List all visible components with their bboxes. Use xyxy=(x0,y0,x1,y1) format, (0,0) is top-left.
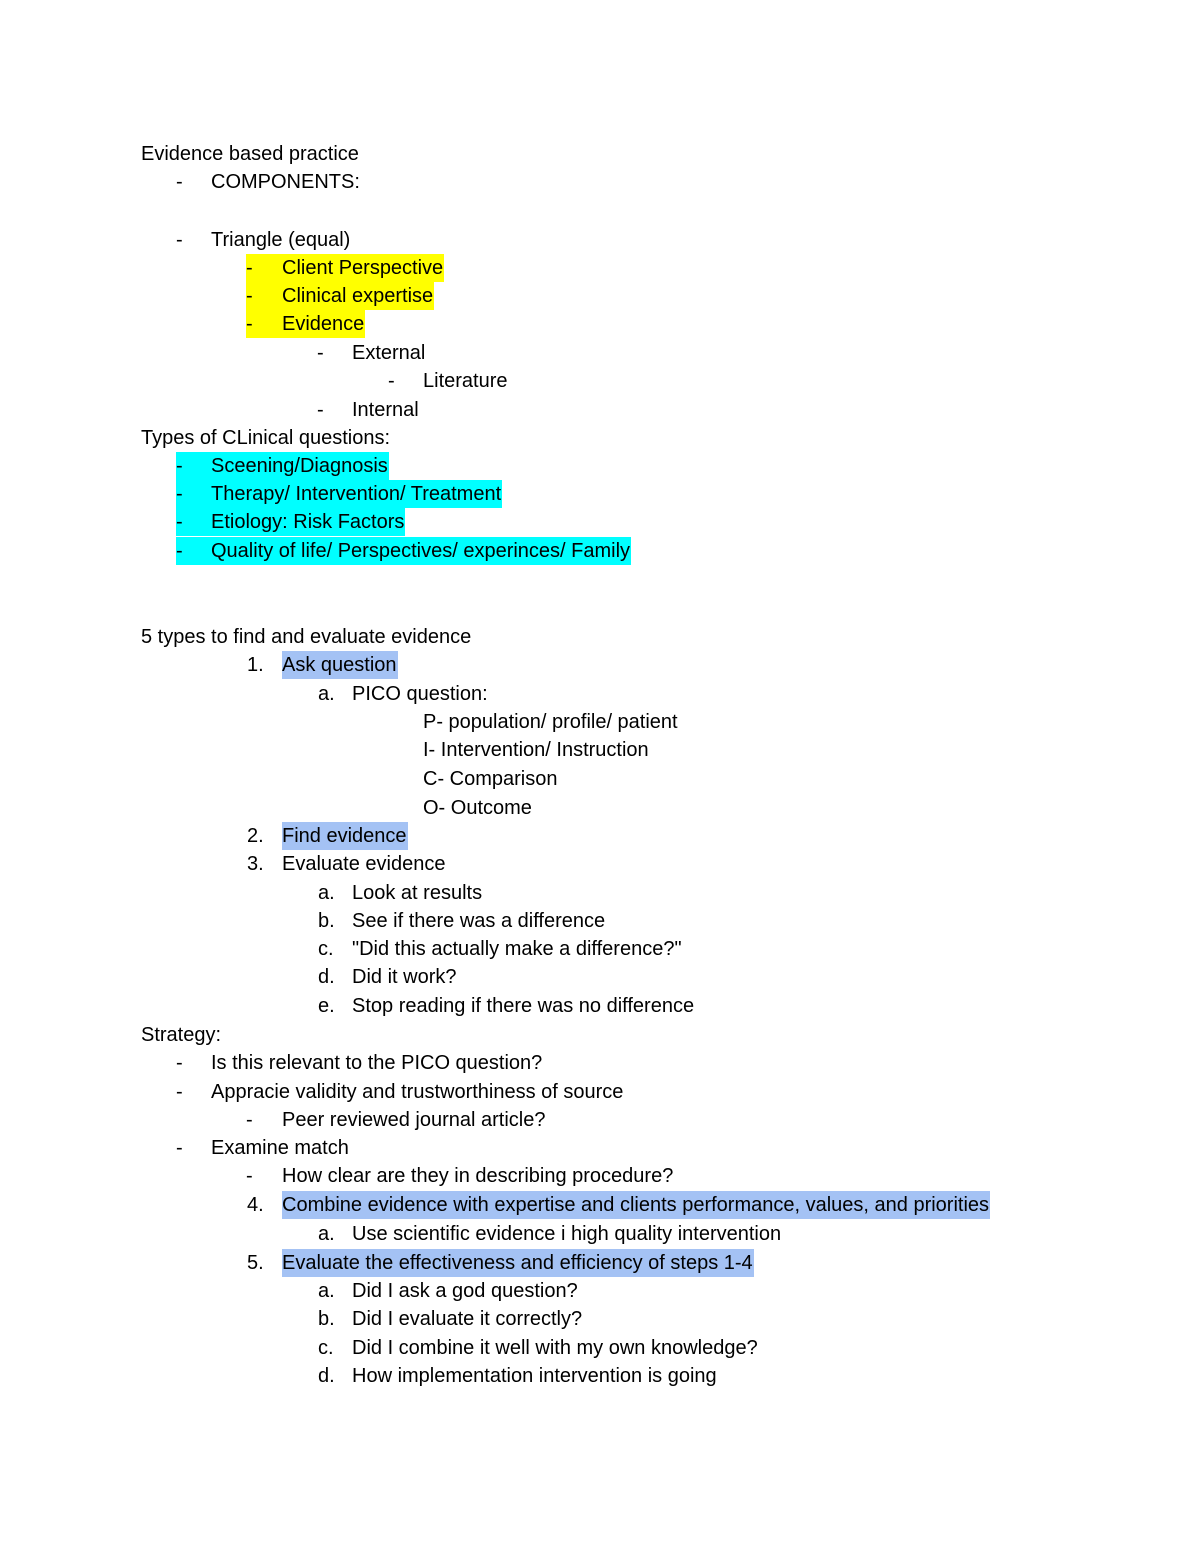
triangle-client-perspective: - Client Perspective xyxy=(0,254,600,282)
pico-question: a. PICO question: xyxy=(0,680,800,708)
sub-marker: a. xyxy=(318,882,335,904)
step-number: 4. xyxy=(247,1194,264,1216)
step-3-sub: b. See if there was a difference xyxy=(0,907,800,935)
step-5 xyxy=(0,1249,900,1277)
bullet: - xyxy=(246,282,253,310)
sub-marker: c. xyxy=(318,938,334,960)
strategy-item: - Examine match xyxy=(0,1134,800,1162)
components-label: COMPONENTS: xyxy=(211,171,360,193)
step-label: Find evidence xyxy=(282,822,408,850)
sub-marker: d. xyxy=(318,1365,335,1387)
step-5-sub: d. How implementation intervention is going xyxy=(0,1362,900,1390)
sub-marker: d. xyxy=(318,966,335,988)
step-5-sub: b. Did I evaluate it correctly? xyxy=(0,1305,900,1333)
bullet: - xyxy=(176,508,183,536)
bullet: - xyxy=(176,1081,183,1103)
sub-marker: b. xyxy=(318,910,335,932)
step-3-sub: c. "Did this actually make a difference?" xyxy=(0,935,800,963)
bullet: - xyxy=(246,254,253,282)
step-3-sub: d. Did it work? xyxy=(0,963,800,991)
strategy-sub-item: - How clear are they in describing procedure? xyxy=(0,1162,800,1190)
bullet: - xyxy=(176,171,183,193)
bullet: - xyxy=(246,1165,253,1187)
components-item xyxy=(0,168,600,196)
step-label: Combine evidence with expertise and clients performance, values, and priorities xyxy=(282,1191,990,1219)
step-4 xyxy=(0,1191,1100,1219)
question-type-item: - Quality of life/ Perspectives/ experinces/ Family xyxy=(0,537,800,565)
strategy-item: - Appracie validity and trustworthiness of source xyxy=(0,1078,800,1106)
bullet: - xyxy=(388,370,395,392)
step-2 xyxy=(0,822,800,850)
triangle-clinical-expertise: - Clinical expertise xyxy=(0,282,600,310)
document-page: Evidence based practice - COMPONENTS: - Triangle (equal) - Client Perspective - Clinical expertise - Evidence - External - Literature - Internal Types of CLinical questions: - Sceening/Diagnosis - Therapy/ Intervention/ Treatment - Etiology: Risk Factors - Quality of life/ Perspectives/ experinces/ Family 5 types to find and evaluate evidence 1. Ask question a. PICO question: P- population/ profile/ patient I- Intervention/ Instruction C- Comparison O- Outcome 2. Find evidence 3. Evaluate evidence a. Look at results b. See if there was a difference c. "Did this actually make a difference?" d. Did it work? e. Stop reading if there was no difference Strategy: - Is this relevant to the PICO question? - Appracie validity and trustworthiness of source - Peer reviewed journal article? - Examine match - How clear are they in describing procedure? 4. Combine evidence with expertise and clients performance, values, and priorities a. Use scientific evidence i high quality intervention 5. Evaluate the effectiveness and efficiency of steps 1-4 a. Did I ask a god question? b. Did I evaluate it correctly? c. Did I combine it well with my own knowledge? d. How implementation intervention is going xyxy=(0,0,1200,1553)
evidence-literature: - Literature xyxy=(0,367,600,395)
bullet: - xyxy=(317,342,324,364)
step-label: Ask question xyxy=(282,651,398,679)
bullet: - xyxy=(246,310,253,338)
bullet: - xyxy=(176,537,183,565)
triangle-label: Triangle (equal) xyxy=(211,229,351,251)
bullet: - xyxy=(176,229,183,251)
sub-marker: e. xyxy=(318,995,335,1017)
step-number: 2. xyxy=(247,825,264,847)
bullet: - xyxy=(176,480,183,508)
sub-marker: c. xyxy=(318,1337,334,1359)
triangle-item xyxy=(0,226,600,254)
triangle-evidence: - Evidence xyxy=(0,310,600,338)
sub-marker: a. xyxy=(318,1280,335,1302)
step-5-sub: c. Did I combine it well with my own knowledge? xyxy=(0,1334,900,1362)
strategy-item: - Is this relevant to the PICO question? xyxy=(0,1049,800,1077)
sub-marker: a. xyxy=(318,683,335,705)
question-type-item: - Therapy/ Intervention/ Treatment xyxy=(0,480,800,508)
question-type-item: - Etiology: Risk Factors xyxy=(0,508,800,536)
bullet: - xyxy=(176,452,183,480)
strategy-sub-item: - Peer reviewed journal article? xyxy=(0,1106,800,1134)
step-label: Evaluate the effectiveness and efficiency of steps 1-4 xyxy=(282,1249,754,1277)
step-5-sub: a. Did I ask a god question? xyxy=(0,1277,900,1305)
step-1 xyxy=(0,651,800,679)
bullet: - xyxy=(317,399,324,421)
bullet: - xyxy=(246,1109,253,1131)
step-3-sub: e. Stop reading if there was no difference xyxy=(0,992,800,1020)
evidence-internal: - Internal xyxy=(0,396,600,424)
bullet: - xyxy=(176,1137,183,1159)
sub-marker: b. xyxy=(318,1308,335,1330)
step-4-sub: a. Use scientific evidence i high quality intervention xyxy=(0,1220,900,1248)
question-type-item: - Sceening/Diagnosis xyxy=(0,452,800,480)
sub-marker: a. xyxy=(318,1223,335,1245)
step-number: 5. xyxy=(247,1252,264,1274)
step-number: 1. xyxy=(247,654,264,676)
evidence-external: - External xyxy=(0,339,600,367)
step-label: Evaluate evidence xyxy=(282,853,446,875)
step-3 xyxy=(0,850,800,878)
step-number: 3. xyxy=(247,853,264,875)
step-3-sub: a. Look at results xyxy=(0,879,800,907)
bullet: - xyxy=(176,1052,183,1074)
